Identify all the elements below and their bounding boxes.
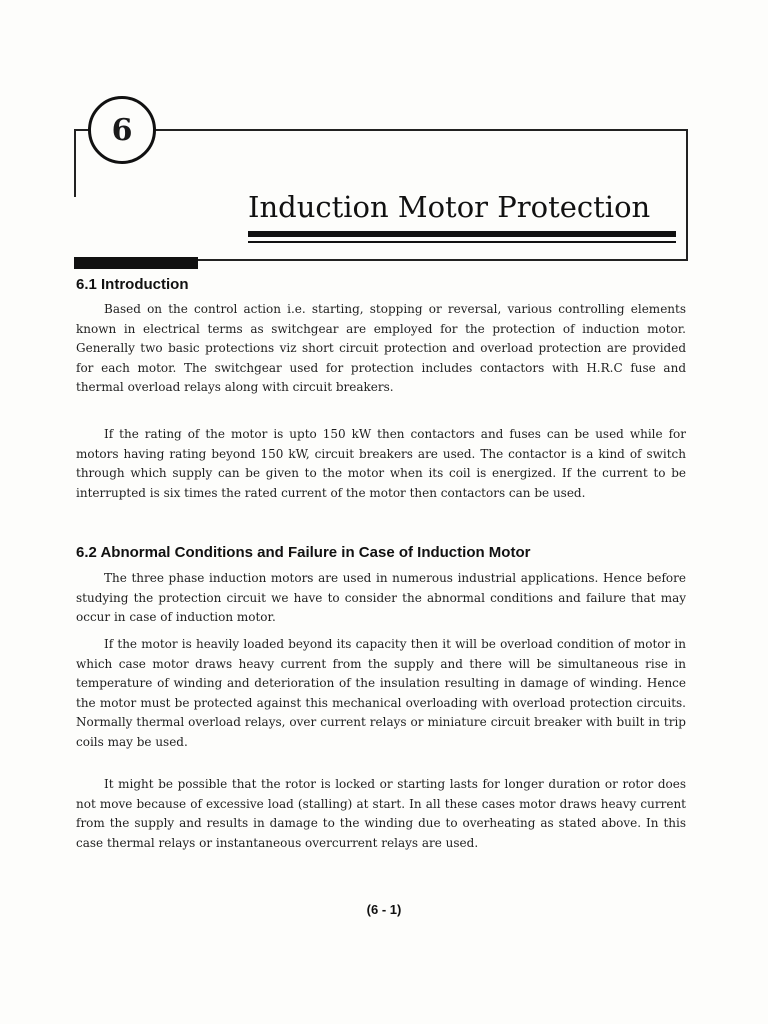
page-number: (6 - 1) bbox=[366, 902, 402, 917]
chapter-title: Induction Motor Protection bbox=[248, 190, 651, 224]
section-tab-bar bbox=[74, 257, 198, 269]
title-underline-thick bbox=[248, 231, 676, 237]
paragraph-abnormal-3: It might be possible that the rotor is locked or starting lasts for longer duration or rotor does not move because of excessive load (stalling) at start. In all these cases motor draws heavy current from the supply and results in damage to the winding due to overheating as stated above. In this case thermal relays or instantaneous overcurrent relays are used. bbox=[76, 777, 686, 850]
title-underline-thin bbox=[248, 241, 676, 243]
chapter-header-frame-left-edge bbox=[74, 129, 76, 197]
paragraph-abnormal-1: The three phase induction motors are used in numerous industrial applications. Hence before studying the protection circuit we have to consider the abnormal conditions and failure that may occur in case of induction motor. bbox=[76, 571, 686, 624]
paragraph-intro-1: Based on the control action i.e. starting, stopping or reversal, various controlling elements known in electrical terms as switchgear are employed for the protection of induction motor. Generally two basic protections viz short circuit protection and overload protection are provided for each motor. The switchgear used for protection includes contactors with H.R.C fuse and thermal overload relays along with circuit breakers. bbox=[76, 302, 686, 394]
section-heading-abnormal-conditions: 6.2 Abnormal Conditions and Failure in Case of Induction Motor bbox=[76, 544, 531, 561]
paragraph-intro-2: If the rating of the motor is upto 150 kW then contactors and fuses can be used while for motors having rating beyond 150 kW, circuit breakers are used. The contactor is a kind of switch through which supply can be given to the motor when its coil is energized. If the current to be interrupted is six times the rated current of the motor then contactors can be used. bbox=[76, 427, 686, 500]
section-heading-introduction: 6.1 Introduction bbox=[76, 276, 189, 293]
chapter-number-badge: 6 bbox=[88, 96, 156, 164]
paragraph-abnormal-2: If the motor is heavily loaded beyond its capacity then it will be overload condition of motor in which case motor draws heavy current from the supply and there will be simultaneous rise in temperature of winding and deterioration of the insulation resulting in damage of winding. Hence the motor must be protected against this mechanical overloading with overload protection circuits. Normally thermal overload relays, over current relays or miniature circuit breaker with built in trip coils may be used. bbox=[76, 637, 686, 749]
